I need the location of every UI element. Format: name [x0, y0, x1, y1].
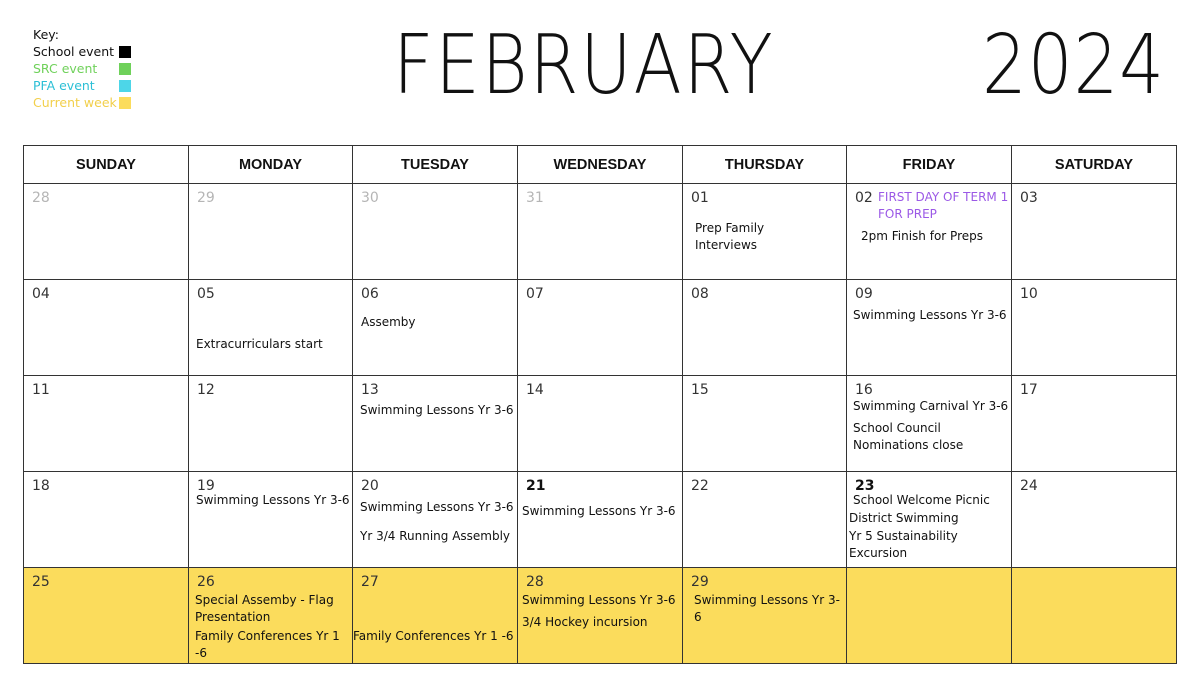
event-item: Family Conferences Yr 1 -6 — [353, 629, 514, 643]
day-number: 14 — [526, 382, 544, 398]
day-cell[interactable] — [847, 184, 1012, 280]
key-swatch-cyan — [119, 80, 131, 92]
day-cell[interactable] — [24, 472, 189, 568]
day-cell[interactable] — [683, 280, 847, 376]
day-cell-current-week[interactable] — [189, 568, 353, 664]
event-item: Yr 3/4 Running Assembly — [360, 529, 511, 543]
event-item: District Swimming — [849, 511, 959, 525]
day-number: 12 — [197, 382, 215, 398]
key-label: PFA event — [33, 78, 95, 93]
event-item: Swimming Lessons Yr 3-6 — [360, 500, 514, 514]
day-number: 20 — [361, 478, 379, 494]
weekday-header-tuesday: TUESDAY — [353, 146, 518, 184]
day-number: 15 — [691, 382, 709, 398]
day-cell[interactable] — [847, 280, 1012, 376]
day-cell[interactable] — [518, 184, 683, 280]
key-title: Key: — [33, 27, 59, 42]
day-number: 29 — [197, 190, 215, 206]
day-cell[interactable] — [1012, 280, 1177, 376]
day-cell-current-week[interactable] — [847, 568, 1012, 664]
day-number: 19 — [197, 478, 215, 494]
key-item-school-event — [33, 43, 133, 60]
day-number: 28 — [526, 574, 544, 590]
event-item: Swimming Lessons Yr 3-6 — [694, 593, 840, 624]
weekday-header-thursday: THURSDAY — [683, 146, 847, 184]
day-number: 29 — [691, 574, 709, 590]
day-cell[interactable] — [847, 376, 1012, 472]
day-number: 11 — [32, 382, 50, 398]
day-number: 05 — [197, 286, 215, 302]
day-number: 31 — [526, 190, 544, 206]
day-cell[interactable] — [518, 376, 683, 472]
day-number: 23 — [855, 478, 875, 494]
key-item-current-week — [33, 94, 133, 111]
day-number: 21 — [526, 478, 546, 494]
day-cell[interactable] — [683, 376, 847, 472]
weekday-header-saturday: SATURDAY — [1012, 146, 1177, 184]
key-item-pfa-event — [33, 77, 133, 94]
day-cell[interactable] — [353, 472, 518, 568]
day-number: 01 — [691, 190, 709, 206]
day-cell-current-week[interactable] — [683, 568, 847, 664]
day-cell[interactable] — [24, 184, 189, 280]
day-cell[interactable] — [1012, 472, 1177, 568]
key-swatch-black — [119, 46, 131, 58]
day-cell[interactable] — [353, 184, 518, 280]
day-cell[interactable] — [24, 376, 189, 472]
day-cell[interactable] — [518, 472, 683, 568]
day-cell[interactable] — [189, 376, 353, 472]
event-item: School Welcome Picnic — [853, 493, 990, 507]
key-swatch-yellow — [119, 97, 131, 109]
event-item: Swimming Lessons Yr 3-6 — [360, 403, 514, 417]
day-number: 07 — [526, 286, 544, 302]
day-number: 26 — [197, 574, 215, 590]
event-item: Extracurriculars start — [196, 337, 323, 351]
day-cell[interactable] — [683, 472, 847, 568]
day-number: 17 — [1020, 382, 1038, 398]
key-label: Current week — [33, 95, 117, 110]
event-item: Swimming Lessons Yr 3-6 — [853, 308, 1007, 322]
event-item: Swimming Lessons Yr 3-6 — [196, 493, 350, 507]
day-cell[interactable] — [1012, 376, 1177, 472]
day-cell[interactable] — [847, 472, 1012, 568]
event-item: School Council Nominations close — [853, 421, 964, 452]
day-cell[interactable] — [683, 184, 847, 280]
day-number: 13 — [361, 382, 379, 398]
day-number: 30 — [361, 190, 379, 206]
event-item: Family Conferences Yr 1 -6 — [195, 629, 340, 660]
weekday-header-wednesday: WEDNESDAY — [518, 146, 683, 184]
day-number: 08 — [691, 286, 709, 302]
event-item: FIRST DAY OF TERM 1 FOR PREP — [878, 190, 1009, 221]
day-cell[interactable] — [189, 184, 353, 280]
day-number: 09 — [855, 286, 873, 302]
day-number: 04 — [32, 286, 50, 302]
month-title: FEBRUARY — [393, 18, 775, 113]
event-item: Swimming Carnival Yr 3-6 — [853, 399, 1009, 413]
day-number: 25 — [32, 574, 50, 590]
day-number: 28 — [32, 190, 50, 206]
day-cell-current-week[interactable] — [518, 568, 683, 664]
key-label: School event — [33, 44, 115, 59]
day-cell[interactable] — [24, 280, 189, 376]
weekday-header-monday: MONDAY — [189, 146, 353, 184]
day-cell-current-week[interactable] — [1012, 568, 1177, 664]
day-number: 02 — [855, 190, 873, 206]
day-cell[interactable] — [1012, 184, 1177, 280]
key-swatch-green — [119, 63, 131, 75]
day-cell[interactable] — [189, 280, 353, 376]
day-cell-current-week[interactable] — [353, 568, 518, 664]
event-item: Prep Family Interviews — [695, 221, 765, 252]
day-number: 06 — [361, 286, 379, 302]
year-title: 2024 — [982, 18, 1165, 113]
key-item-src-event — [33, 60, 133, 77]
day-number: 22 — [691, 478, 709, 494]
day-number: 27 — [361, 574, 379, 590]
event-item: 3/4 Hockey incursion — [522, 615, 648, 629]
day-number: 24 — [1020, 478, 1038, 494]
key-label: SRC event — [33, 61, 98, 76]
key-legend — [33, 26, 133, 111]
event-item: Assemby — [361, 315, 416, 329]
day-number: 10 — [1020, 286, 1038, 302]
event-item: Swimming Lessons Yr 3-6 — [522, 504, 676, 518]
weekday-header-friday: FRIDAY — [847, 146, 1012, 184]
day-cell[interactable] — [353, 280, 518, 376]
event-item: Special Assemby - Flag Presentation — [195, 593, 334, 624]
day-number: 03 — [1020, 190, 1038, 206]
day-cell-current-week[interactable] — [24, 568, 189, 664]
day-cell[interactable] — [189, 472, 353, 568]
event-item: Swimming Lessons Yr 3-6 — [522, 593, 676, 607]
event-item: 2pm Finish for Preps — [861, 229, 983, 243]
event-item: Yr 5 Sustainability Excursion — [849, 529, 958, 560]
day-number: 18 — [32, 478, 50, 494]
day-cell[interactable] — [518, 280, 683, 376]
weekday-header-sunday: SUNDAY — [24, 146, 189, 184]
day-number: 16 — [855, 382, 873, 398]
calendar-grid — [23, 145, 1177, 664]
day-cell[interactable] — [353, 376, 518, 472]
